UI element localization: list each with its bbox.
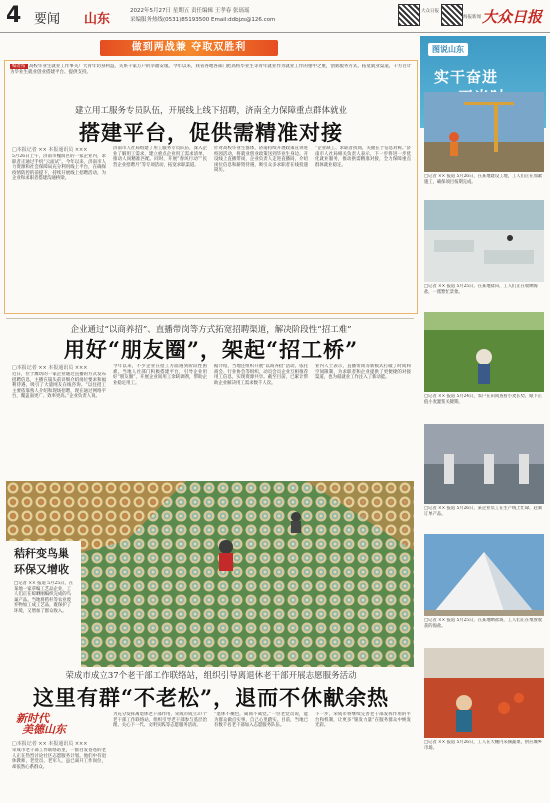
story-column: 据介绍，当地还组织开展“以商养招”活动，依托商会、行业协会等组织，动员会员企业互相推荐用工信息，实现资源共享。截至目前，已累计帮助企业解决用工需求数千人次。 [214,364,308,386]
edition-meta-line: 2022年5月27日 星期五 责任编辑 王孝春 张瑶瑶 [130,8,250,14]
story-byline: □本报记者 ×× 本报通讯员 ××× [12,365,88,371]
photo-caption: □记者 ×× 报道 5月25日，在某地一家草编工艺品企业，工人们正在晾晒刚编织完成的鸟巢产品。当地将秸秆等农业废弃物加工成工艺品，既保护了环境，又增加了群众收入。 [14,581,74,614]
sidebar-caption: □记者 ×× 报道 5月26日，在某地建设工地，工人们正在加紧施工，确保项目按期完成。 [424,174,543,185]
divider [6,318,414,319]
story-column: 为充分发挥离退休老干部作用，荣成市成立37个老干部工作联络站，组织引导老干部参与基层治理、关心下一代、文明实践等志愿服务活动。 [113,712,207,729]
story-column: 济南市人社局组建了用工服务专员队伍，深入企业了解用工需求，建立重点企业用工需求清单，推动人岗精准匹配。同时，开展“春风行动”“民营企业招聘月”等专项活动，拓宽求职渠道。 [113,146,207,168]
section-name: 要闻 [34,12,61,27]
page-number: 4 [6,3,22,28]
region-name: 山东 [84,12,111,27]
story-column: 今年以来，不少企业在招工方面遇到阶段性困难。当地人社部门积极搭建平台，引导企业用好“朋友圈”，开展企业间用工余缺调剂，帮助企业稳定用工。 [113,364,207,386]
sidebar-caption: □记者 ×× 报道 5月26日，某企业员工在生产线上忙碌，赶制订单产品。 [424,506,543,517]
sidebar-title: 实干奋进 [434,68,499,86]
sidebar-caption: □记者 ×× 报道 5月24日，农户在田间查看小麦长势，眼下正值小麦灌浆关键期。 [424,394,543,405]
sidebar-photo-greenhouse[interactable] [424,648,544,738]
campaign-banner: 做到两战兼 夺取双胜利 [100,40,278,56]
sidebar-tag: 图说山东 [428,43,468,56]
editor-note [10,64,412,98]
sidebar-photo-field[interactable] [424,312,544,392]
story-column: “退休不褪色，离岗不离党。”一位老党员说，能为群众做点实事，自己心里踏实。目前，当地已有数千名老干部加入志愿服务队伍。 [214,712,308,729]
photo-caption-title: 环保又增收 [14,563,69,576]
sidebar-caption: □记者 ×× 报道 5月25日，在某地盐田，工人们正在收晒海盐，一派繁忙景象。 [424,284,538,295]
qr-label: 大众日报 [421,9,439,14]
qr-code-icon[interactable] [398,4,420,26]
editor-note-text: 高校毕业生就业工作事关广大青年切身利益，关系千家万户的幸福安康。今年以来，我省各地各部门把高校毕业生等青年就业作为就业工作的重中之重，创新服务方式，拓宽就业渠道，千方百计为毕业生就业创业搭建平台、提供支持。 [10,64,412,75]
story-headline[interactable]: 搭建平台，促供需精准对接 [79,120,343,145]
story-column: 业内人士表示，直播带岗等新模式打破了时间和空间限制，为求职者和企业提供了更便捷的对接渠道，也为稳就业工作注入了新动能。 [315,364,411,381]
editor-note-tag: 编者按 [12,64,26,69]
story-column: 5月26日上午，济南市槐荫区的一家企业内，求职者正通过手机“云面试”。今年以来，济南市人力资源和社会保障局充分利用线上平台，在确保疫情防控的前提下，持续开展线上招聘活动，为企业和求职者搭建沟通桥梁。 [12,154,106,182]
new-era-logo-line: 新时代 [16,712,49,725]
new-era-virtue-logo [16,713,86,735]
sidebar-caption: □记者 ×× 报道 5月26日，工人在大棚内采摘蔬菜，供应城乡市场。 [424,740,543,751]
story-byline: □本报记者 ×× 本报通讯员 ××× [12,147,88,153]
story-subtitle: 荣成市成立37个老干部工作联络站，组织引导离退休老干部开展志愿服务活动 [65,671,357,681]
story-column: 下一步，荣成市将继续完善老干部发挥作用的平台和机制，让更多“银发力量”在服务群众中焕发光彩。 [315,712,411,729]
story-subtitle: 建立用工服务专员队伍，开展线上线下招聘，济南全力保障重点群体就业 [74,106,347,116]
story-headline[interactable]: 这里有群“不老松”，退而不休献余热 [32,685,390,710]
sidebar-photo-factory[interactable] [424,424,544,504]
story-column: 针对高校毕业生群体，济南持续开展政策宣讲进校园活动，将就业创业政策送到毕业生身边。开设线上直播带岗，企业负责人走进直播间，介绍岗位信息和薪资待遇，吸引众多求职者在线投递简历。 [214,146,308,174]
story-column: 近日，位于潍坊的一家企业通过直播的方式发布招聘信息，主播在镜头前详细介绍岗位要求和福利待遇，吸引了大量网友在线咨询。“以往招工主要依靠熟人介绍和现场招聘，现在通过网络平台，覆盖面更广、效率更高。”企业负责人说。 [12,372,106,400]
qr-code-icon[interactable] [441,4,463,26]
story-column: 荣成市老干部工作联络站里，一群白发苍苍的老人正在热烈讨论社区志愿服务计划。他们中有退休教师、老党员、老军人，虽已离开工作岗位，却依然心系群众。 [12,748,106,770]
sidebar-photo-construction[interactable] [424,92,544,172]
sidebar-caption: □记者 ×× 报道 5月25日，在某地晒盐场，工人们正在堆放收获的海盐。 [424,618,543,629]
story-column: “企业缺工、求职者找岗，关键在于信息对称。”济南市人社局相关负责人表示，下一步将进一步优化就业服务，推动供需精准对接，全力保障重点群体就业稳定。 [315,146,411,168]
qr-label: 海报新闻 [463,15,481,20]
story-headline[interactable]: 用好“朋友圈”，架起“招工桥” [63,337,359,362]
newspaper-logo: 大众日报 [482,8,543,26]
contact-meta-line: 采编服务热线(0531)85193500 Email:ddbjzs@126.com [130,17,276,23]
sidebar-photo-salt-pile[interactable] [424,534,544,616]
new-era-logo-line: 美德山东 [22,723,66,736]
story-byline: □本报记者 ×× 本报通讯员 ××× [12,741,88,747]
photo-caption-title: 秸秆变鸟巢 [14,547,69,560]
sidebar-photo-salt-field[interactable] [424,200,544,282]
story-subtitle: 企业通过“以商养招”、直播带岗等方式拓宽招聘渠道，解决阶段性“招工难” [70,325,352,335]
